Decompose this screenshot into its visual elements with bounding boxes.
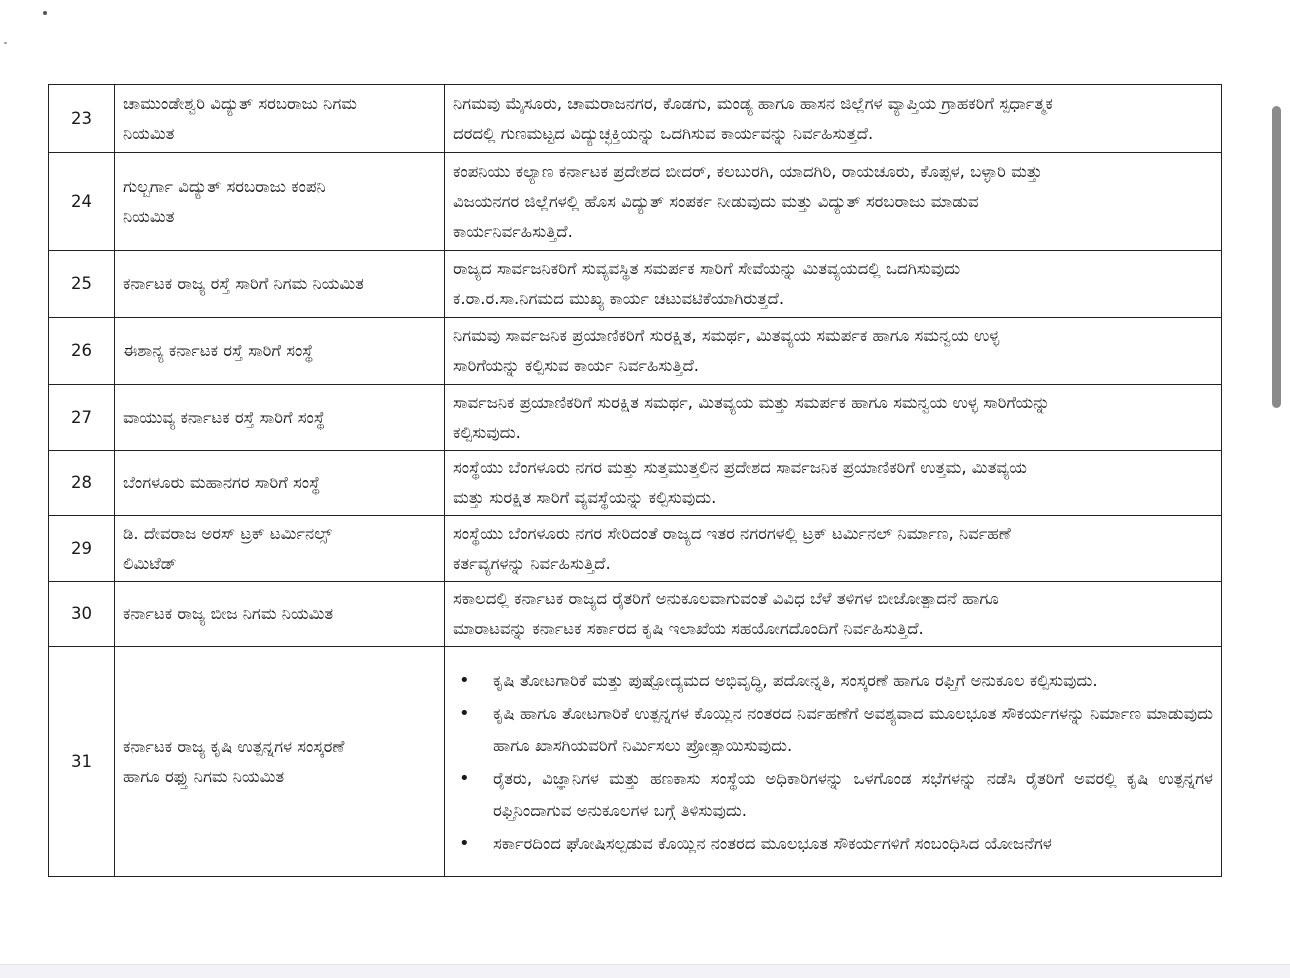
table-row <box>49 85 1222 153</box>
table-row <box>49 451 1222 516</box>
bullet-item: • ರೈತರು, ವಿಜ್ಞಾನಿಗಳ ಮತ್ತು ಹಣಕಾಸು ಸಂಸ್ಥೆಯ ಅಧಿಕಾರಿಗಳನ್ನು ಒಳಗೊಂಡ ಸಭೆಗಳನ್ನು ನಡೆಸಿ ರೈತರಿಗೆ ಅವರಲ್ಲಿ ಕೃಷಿ ಉತ್ಪನ್ನಗಳ ರಫ್ತಿನಿಂದಾಗುವ ಅನುಕೂಲಗಳ ಬಗ್ಗೆ ತಿಳಿಸುವುದು. <box>453 763 1213 827</box>
name-line: ಈಶಾನ್ಯ ಕರ್ನಾಟಕ ರಸ್ತೆ ಸಾರಿಗೆ ಸಂಸ್ಥೆ <box>123 341 314 360</box>
description-line: ದರದಲ್ಲಿ ಗುಣಮಟ್ಟದ ವಿದ್ಯುಚ್ಛಕ್ತಿಯನ್ನು ಒದಗಿಸುವ ಕಾರ್ಯವನ್ನು ನಿರ್ವಹಿಸುತ್ತದೆ. <box>453 123 874 143</box>
row-number: 28 <box>49 451 115 516</box>
organization-description <box>445 582 1222 647</box>
organization-description <box>445 451 1222 516</box>
organization-description <box>445 318 1222 385</box>
organization-name <box>115 516 445 582</box>
description-line: ವಿಜಯನಗರ ಜಿಲ್ಲೆಗಳಲ್ಲಿ ಹೊಸ ವಿದ್ಯುತ್ ಸಂಪರ್ಕ ನೀಡುವುದು ಮತ್ತು ವಿದ್ಯುತ್ ಸರಬರಾಜು ಮಾಡುವ <box>453 191 979 211</box>
table-row <box>49 385 1222 451</box>
name-line: ಬೆಂಗಳೂರು ಮಹಾನಗರ ಸಾರಿಗೆ ಸಂಸ್ಥೆ <box>123 473 321 492</box>
description-line: ಕಾರ್ಯನಿರ್ವಹಿಸುತ್ತಿದೆ. <box>453 221 573 241</box>
organization-name <box>115 582 445 647</box>
organization-name <box>115 153 445 251</box>
row-number: 27 <box>49 385 115 451</box>
row-number: 24 <box>49 153 115 251</box>
name-line: ಗುಲ್ಬರ್ಗಾ ವಿದ್ಯುತ್ ಸರಬರಾಜು ಕಂಪನಿ <box>123 176 326 196</box>
scan-speck <box>4 42 7 44</box>
description-line: ರಾಜ್ಯದ ಸಾರ್ವಜನಿಕರಿಗೆ ಸುವ್ಯವಸ್ಥಿತ ಸಮರ್ಪಕ ಸಾರಿಗೆ ಸೇವೆಯನ್ನು ಮಿತವ್ಯಯದಲ್ಲಿ ಒದಗಿಸುವುದು <box>453 259 961 278</box>
vertical-scrollbar[interactable] <box>1272 106 1281 408</box>
name-line: ನಿಯಮಿತ <box>123 123 175 143</box>
row-number: 30 <box>49 582 115 647</box>
organization-name <box>115 451 445 516</box>
organization-name <box>115 251 445 318</box>
organization-description <box>445 385 1222 451</box>
organization-description <box>445 251 1222 318</box>
name-line: ಕರ್ನಾಟಕ ರಾಜ್ಯ ಬೀಜ ನಿಗಮ ನಿಯಮಿತ <box>123 604 334 623</box>
bullet-item: • ಕೃಷಿ ಹಾಗೂ ತೋಟಗಾರಿಕೆ ಉತ್ಪನ್ನಗಳ ಕೊಯ್ಲಿನ ನಂತರದ ನಿರ್ವಹಣೆಗೆ ಅವಶ್ಯವಾದ ಮೂಲಭೂತ ಸೌಕರ್ಯಗಳನ್ನು ನಿರ್ಮಾಣ ಮಾಡುವುದು ಹಾಗೂ ಖಾಸಗಿಯವರಿಗೆ ನಿರ್ಮಿಸಲು ಪ್ರೋತ್ಸಾಯಿಸುವುದು. <box>453 698 1213 762</box>
description-line: ಸಂಸ್ಥೆಯು ಬೆಂಗಳೂರು ನಗರ ಸೇರಿದಂತೆ ರಾಜ್ಯದ ಇತರ ನಗರಗಳಲ್ಲಿ ಟ್ರಕ್ ಟರ್ಮಿನಲ್ ನಿರ್ಮಾಣ, ನಿರ್ವಹಣೆ <box>453 523 1011 543</box>
description-line: ಸಂಸ್ಥೆಯು ಬೆಂಗಳೂರು ನಗರ ಮತ್ತು ಸುತ್ತಮುತ್ತಲಿನ ಪ್ರದೇಶದ ಸಾರ್ವಜನಿಕ ಪ್ರಯಾಣಿಕರಿಗೆ ಉತ್ತಮ, ಮಿತವ್ಯಯ <box>453 458 1027 477</box>
description-line: ಸಾರಿಗೆಯನ್ನು ಕಲ್ಪಿಸುವ ಕಾರ್ಯ ನಿರ್ವಹಿಸುತ್ತಿದೆ. <box>453 356 700 375</box>
table-row <box>49 251 1222 318</box>
name-line: ಚಾಮುಂಡೇಶ್ವರಿ ವಿದ್ಯುತ್ ಸರಬರಾಜು ನಿಗಮ <box>123 93 357 113</box>
bottom-edge <box>0 964 1290 978</box>
name-line: ಡಿ. ದೇವರಾಜ ಅರಸ್ ಟ್ರಕ್ ಟರ್ಮಿನಲ್ಸ್ <box>123 523 332 543</box>
table-row <box>49 516 1222 582</box>
bullet-item: • ಕೃಷಿ ತೋಟಗಾರಿಕೆ ಮತ್ತು ಪುಷ್ಪೋದ್ಯಮದ ಅಭಿವೃದ್ಧಿ, ಪದೋನ್ನತಿ, ಸಂಸ್ಕರಣೆ ಹಾಗೂ ರಫ್ತಿಗೆ ಅನುಕೂಲ ಕಲ್ಪಿಸುವುದು. <box>453 665 1213 697</box>
description-line: ಕಲ್ಪಿಸುವುದು. <box>453 422 521 442</box>
description-line: ನಿಗಮವು ಸಾರ್ವಜನಿಕ ಪ್ರಯಾಣಿಕರಿಗೆ ಸುರಕ್ಷಿತ, ಸಮರ್ಥ, ಮಿತವ್ಯಯ ಸಮರ್ಪಕ ಹಾಗೂ ಸಮನ್ವಯ ಉಳ್ಳ <box>453 326 1000 345</box>
table-row <box>49 647 1222 877</box>
organization-name <box>115 385 445 451</box>
row-number: 23 <box>49 85 115 153</box>
description-line: ಕರ್ತವ್ಯಗಳನ್ನು ನಿರ್ವಹಿಸುತ್ತಿದೆ. <box>453 553 611 573</box>
description-line: ಮತ್ತು ಸುರಕ್ಷಿತ ಸಾರಿಗೆ ವ್ಯವಸ್ಥೆಯನ್ನು ಕಲ್ಪಿಸುವುದು. <box>453 488 717 507</box>
bullet-item: • ಸರ್ಕಾರದಿಂದ ಘೋಷಿಸಲ್ಪಡುವ ಕೊಯ್ಲಿನ ನಂತರದ ಮೂಲಭೂತ ಸೌಕರ್ಯಗಳಿಗೆ ಸಂಬಂಧಿಸಿದ ಯೋಜನೆಗಳ <box>453 828 1213 860</box>
description-line: ಕ.ರಾ.ರ.ಸಾ.ನಿಗಮದ ಮುಖ್ಯ ಕಾರ್ಯ ಚಟುವಟಿಕೆಯಾಗಿರುತ್ತದೆ. <box>453 289 785 308</box>
organization-description <box>445 516 1222 582</box>
name-line: ಕರ್ನಾಟಕ ರಾಜ್ಯ ರಸ್ತೆ ಸಾರಿಗೆ ನಿಗಮ ನಿಯಮಿತ <box>123 274 364 293</box>
organization-name <box>115 647 445 877</box>
description-line: ಕಂಪನಿಯು ಕಲ್ಯಾಣ ಕರ್ನಾಟಕ ಪ್ರದೇಶದ ಬೀದರ್, ಕಲಬುರಗಿ, ಯಾದಗಿರಿ, ರಾಯಚೂರು, ಕೊಪ್ಪಳ, ಬಳ್ಳಾರಿ ಮತ್ತು <box>453 161 1043 181</box>
name-line: ವಾಯುವ್ಯ ಕರ್ನಾಟಕ ರಸ್ತೆ ಸಾರಿಗೆ ಸಂಸ್ಥೆ <box>123 407 325 427</box>
organizations-table <box>48 84 1222 877</box>
row-number: 26 <box>49 318 115 385</box>
organization-name <box>115 318 445 385</box>
scan-speck <box>43 11 47 15</box>
organization-name <box>115 85 445 153</box>
name-line: ನಿಯಮಿತ <box>123 206 175 226</box>
description-line: ನಿಗಮವು ಮೈಸೂರು, ಚಾಮರಾಜನಗರ, ಕೊಡಗು, ಮಂಡ್ಯ ಹಾಗೂ ಹಾಸನ ಜಿಲ್ಲೆಗಳ ವ್ಯಾಪ್ತಿಯ ಗ್ರಾಹಕರಿಗೆ ಸ್ಪರ್ಧಾತ್ಮಕ <box>453 93 1053 113</box>
organization-description <box>445 647 1222 877</box>
description-line: ಸಕಾಲದಲ್ಲಿ ಕರ್ನಾಟಕ ರಾಜ್ಯದ ರೈತರಿಗೆ ಅನುಕೂಲವಾಗುವಂತೆ ವಿವಿಧ ಬೆಳೆ ತಳಿಗಳ ಬೀಜೋತ್ಪಾದನೆ ಹಾಗೂ <box>453 589 999 608</box>
row-number: 29 <box>49 516 115 582</box>
bullet-list <box>453 665 1213 860</box>
row-number: 31 <box>49 647 115 877</box>
organization-description <box>445 85 1222 153</box>
table-row <box>49 318 1222 385</box>
table-row <box>49 153 1222 251</box>
organization-description <box>445 153 1222 251</box>
name-line: ಲಿಮಿಟೆಡ್ <box>123 553 177 573</box>
name-line: ಹಾಗೂ ರಫ್ತು ನಿಗಮ ನಿಯಮಿತ <box>123 766 285 786</box>
table-row <box>49 582 1222 647</box>
row-number: 25 <box>49 251 115 318</box>
description-line: ಮಾರಾಟವನ್ನು ಕರ್ನಾಟಕ ಸರ್ಕಾರದ ಕೃಷಿ ಇಲಾಖೆಯ ಸಹಯೋಗದೊಂದಿಗೆ ನಿರ್ವಹಿಸುತ್ತಿದೆ. <box>453 619 924 638</box>
name-line: ಕರ್ನಾಟಕ ರಾಜ್ಯ ಕೃಷಿ ಉತ್ಪನ್ನಗಳ ಸಂಸ್ಕರಣೆ <box>123 736 345 756</box>
description-line: ಸಾರ್ವಜನಿಕ ಪ್ರಯಾಣಿಕರಿಗೆ ಸುರಕ್ಷಿತ ಸಮರ್ಥ, ಮಿತವ್ಯಯ ಮತ್ತು ಸಮರ್ಪಕ ಹಾಗೂ ಸಮನ್ವಯ ಉಳ್ಳ ಸಾರಿಗೆಯನ್ನು <box>453 392 1050 412</box>
